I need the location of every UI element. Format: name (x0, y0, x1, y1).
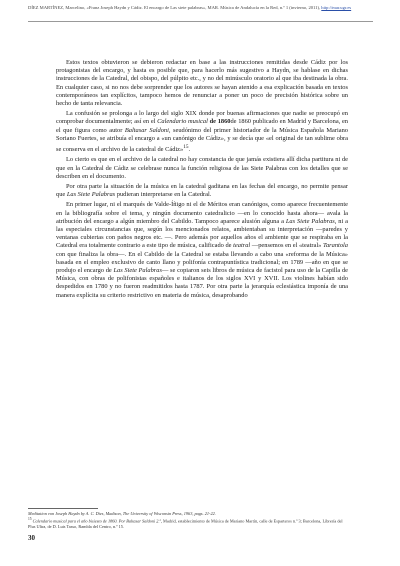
paragraph-5: En primer lugar, ni el marqués de Valde-Íñigo ni el de Méritos eran canónigos, como aparece frecuentemente en la bibliografía sobre el tema, y ningún documento catedralicio —en lo conocido hasta ahora— avala la atribución del encargo a algún miembro del Cabildo. Tampoco aparece alusión alguna a Las Siete Palabras, ni a las especiales circunstancias que, según los mencionados relatos, ambientaban su interpretación —paredes y ventanas cubiertas con paños negros etc. —. Pero además por aquellos años el ambiente que se respiraba en la Catedral era totalmente contrario a este tipo de música, calificado de teatral —pensemos en el «teatral» Tarantola con que finaliza la obra—. En el Cabildo de la Catedral se estaba llevando a cabo una «reforma de la Música» basada en el empleo exclusivo de canto llano y polifonía contrapuntística tradicional; en 1789 —año en que se produjo el encargo de Las Siete Palabras— se copiaron seis libros de música de facistol para uso de la Capilla de Música, con obras de polifonistas españoles e italianos de los siglos XVI y XVII. Los violines habían sido despedidos en 1780 y no fueron readmitidos hasta 1787. Por otra parte la jerarquía eclesiástica imponía de una manera explícita su criterio restrictivo en materia de música, desaprobando (56, 201, 348, 299)
paragraph-2: La confusión se prolonga a lo largo del siglo XIX donde por buenas afirmaciones que nadie se preocupó en comprobar documentalmente; así en el Calendario musical de 1860de 1860 publicado en Madrid y Barcelona, en el que figura como autor Baltasar Saldoni, seudónimo del primer historiador de la Música Española Mariano Soriano Fuertes, se atribuía el encargo a «un canónigo de Cádiz», y se decía que «el original de tan sublime obra se conserva en el archivo de la catedral de Cádiz»$^{15}$. (56, 110, 348, 154)
paragraph-4: Por otra parte la situación de la música en la catedral gaditana en las fechas del encargo, no permite pensar que Las Siete Palabras pudieran interpretarse en la Catedral. (56, 182, 348, 199)
footnote-15: $^{15}$ Calendario musical para el año bisiesto de 1860. Por Baltasar Saldoni 2.º, Madrid, establecimiento de Música de Mariano Martín, calle de Esparteros n.º 3; Barcelona, Librería del Plus Ultra, de D. Luis Tasso, Rambla del Centro, n.º 15. (28, 516, 343, 529)
header-citation: DÍEZ MARTÍNEZ, Marcelino, «Franz Joseph Haydn y Cádiz. El encargo de Las siete palabras», MAR. Música de Andalucía en la Red, n.º 1 (invierno, 2011), (28, 5, 321, 10)
paragraph-1: Estos textos obtuvieron se debieron redactar en base a las instrucciones remitidas desde Cádiz por los protagonistas del encargo, y hasta es posible que, para hacerlo más sugestivo a Haydn, se hablase en dichas instrucciones de la Catedral, del obispo, del púlpito etc., y no del minúsculo oratorio al que iba destinada la obra. En cualquier caso, si no nos debe sorprender que los autores se hayan atenido a esa explicación basada en textos contemporáneos tan explícitos, tampoco hemos de renunciar a poner un poco de precisión histórica sobre un hecho de tanta relevancia. (56, 59, 348, 108)
footnotes (28, 511, 348, 529)
page-number: 30 (28, 534, 35, 542)
running-header (28, 5, 373, 11)
paragraph-3: Lo cierto es que en el archivo de la catedral no hay constancia de que jamás existiera allí dicha partitura ni de que en la Catedral de Cádiz se celebrase nunca la función religiosa de las Siete Palabras con los detalles que se describen en el documento. (56, 156, 348, 180)
header-divider (28, 21, 373, 22)
footnote-14: Meditation von Joseph Haydn by A. C. Dies, Madison, The University of Wisconsin Press, 1963, pags. 21-22. (28, 511, 216, 516)
footnote-divider (28, 508, 98, 509)
article-body (56, 59, 348, 302)
journal-link[interactable]: http://mar.ugr.es (321, 5, 352, 10)
